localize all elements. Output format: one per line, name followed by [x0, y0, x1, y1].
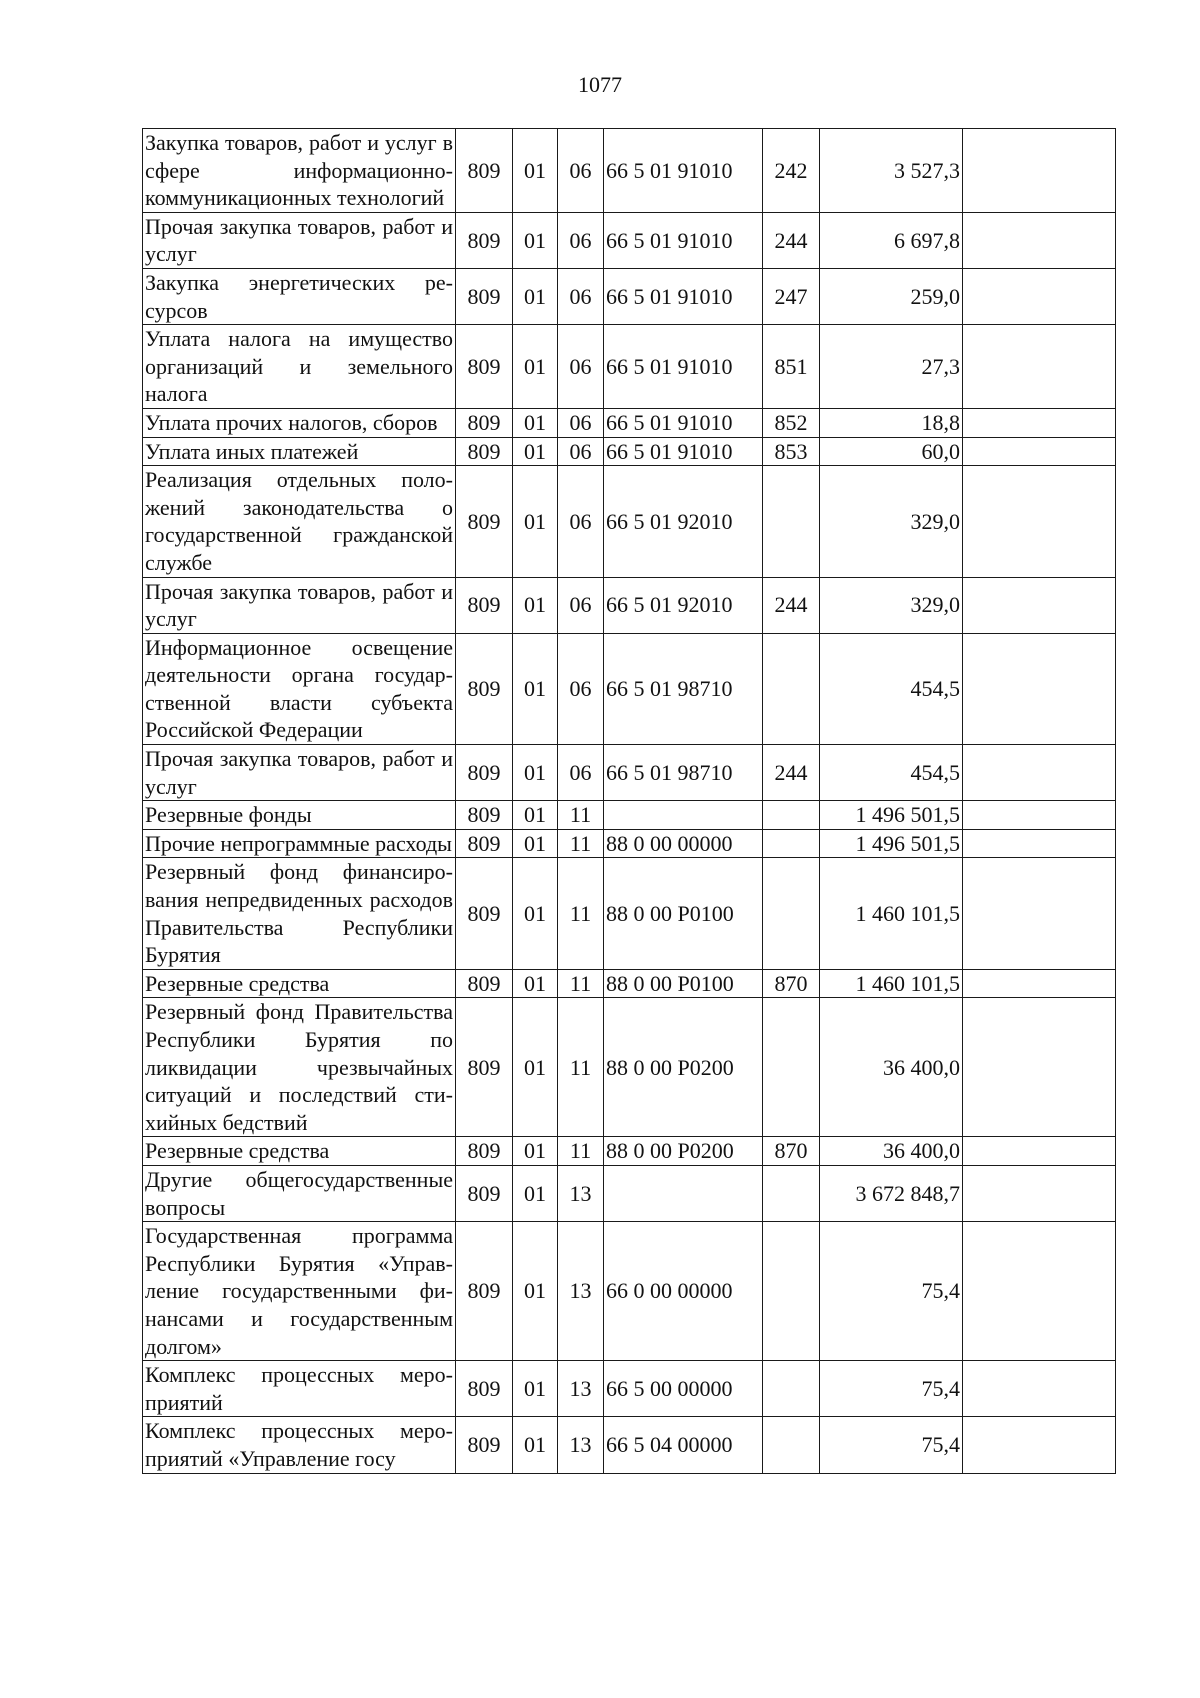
- section-code: 01: [513, 466, 558, 577]
- amount: 75,4: [820, 1361, 963, 1417]
- amount: 1 496 501,5: [820, 829, 963, 858]
- target-article-code: [604, 801, 763, 830]
- target-article-code: 66 5 00 00000: [604, 1361, 763, 1417]
- expense-type-code: 851: [763, 325, 820, 409]
- ved-code: 809: [456, 1417, 513, 1473]
- expense-type-code: 244: [763, 212, 820, 268]
- amount: 75,4: [820, 1222, 963, 1361]
- item-name: Резервный фонд Правительства Республики Бурятия по ликвидации чрезвычайных ситуаций и последствий стихийных бедствий: [143, 998, 456, 1137]
- table-row: [143, 1417, 1116, 1473]
- ved-code: 809: [456, 998, 513, 1137]
- table-row: [143, 1165, 1116, 1221]
- amount: 3 672 848,7: [820, 1165, 963, 1221]
- expense-type-code: 870: [763, 1137, 820, 1166]
- subsection-code: 13: [558, 1417, 604, 1473]
- subsection-code: 06: [558, 268, 604, 324]
- subsection-code: 06: [558, 408, 604, 437]
- empty-column-cell: [963, 577, 1116, 633]
- subsection-code: 06: [558, 437, 604, 466]
- amount: 75,4: [820, 1417, 963, 1473]
- table-row: [143, 408, 1116, 437]
- empty-column-cell: [963, 829, 1116, 858]
- amount: 329,0: [820, 466, 963, 577]
- table-row: [143, 1222, 1116, 1361]
- subsection-code: 06: [558, 577, 604, 633]
- target-article-code: 66 5 01 91010: [604, 129, 763, 213]
- target-article-code: 66 5 04 00000: [604, 1417, 763, 1473]
- subsection-code: 11: [558, 1137, 604, 1166]
- empty-column-cell: [963, 1137, 1116, 1166]
- table-row: [143, 466, 1116, 577]
- empty-column-cell: [963, 969, 1116, 998]
- target-article-code: 66 5 01 98710: [604, 745, 763, 801]
- section-code: 01: [513, 408, 558, 437]
- item-name: Прочая закупка товаров, работ и услуг: [143, 745, 456, 801]
- expense-type-code: [763, 801, 820, 830]
- expense-type-code: 247: [763, 268, 820, 324]
- target-article-code: 66 5 01 91010: [604, 268, 763, 324]
- table-row: [143, 577, 1116, 633]
- subsection-code: 06: [558, 325, 604, 409]
- subsection-code: 11: [558, 969, 604, 998]
- item-name: Прочая закупка товаров, работ и услуг: [143, 577, 456, 633]
- table-row: [143, 212, 1116, 268]
- amount: 1 460 101,5: [820, 858, 963, 969]
- expense-type-code: [763, 1165, 820, 1221]
- table-row: [143, 801, 1116, 830]
- amount: 259,0: [820, 268, 963, 324]
- page-number: 1077: [578, 72, 622, 97]
- section-code: 01: [513, 577, 558, 633]
- amount: 454,5: [820, 745, 963, 801]
- item-name: Комплекс процессных мероприятий «Управление госу: [143, 1417, 456, 1473]
- expense-type-code: [763, 1361, 820, 1417]
- item-name: Уплата налога на имущество организаций и земельного налога: [143, 325, 456, 409]
- section-code: 01: [513, 129, 558, 213]
- empty-column-cell: [963, 1361, 1116, 1417]
- empty-column-cell: [963, 998, 1116, 1137]
- ved-code: 809: [456, 268, 513, 324]
- empty-column-cell: [963, 408, 1116, 437]
- empty-column-cell: [963, 212, 1116, 268]
- target-article-code: 66 5 01 91010: [604, 408, 763, 437]
- expense-type-code: [763, 858, 820, 969]
- empty-column-cell: [963, 437, 1116, 466]
- amount: 6 697,8: [820, 212, 963, 268]
- empty-column-cell: [963, 1417, 1116, 1473]
- empty-column-cell: [963, 858, 1116, 969]
- item-name: Прочие непрограммные расходы: [143, 829, 456, 858]
- expense-type-code: [763, 1417, 820, 1473]
- subsection-code: 06: [558, 129, 604, 213]
- ved-code: 809: [456, 577, 513, 633]
- table-row: [143, 858, 1116, 969]
- target-article-code: 66 5 01 98710: [604, 633, 763, 744]
- expense-type-code: [763, 998, 820, 1137]
- ved-code: 809: [456, 1361, 513, 1417]
- empty-column-cell: [963, 1165, 1116, 1221]
- table-row: [143, 437, 1116, 466]
- expense-type-code: 870: [763, 969, 820, 998]
- item-name: Резервные фонды: [143, 801, 456, 830]
- expense-type-code: 244: [763, 745, 820, 801]
- section-code: 01: [513, 1417, 558, 1473]
- section-code: 01: [513, 829, 558, 858]
- ved-code: 809: [456, 633, 513, 744]
- section-code: 01: [513, 858, 558, 969]
- subsection-code: 06: [558, 466, 604, 577]
- table-body: [143, 129, 1116, 1474]
- amount: 3 527,3: [820, 129, 963, 213]
- empty-column-cell: [963, 801, 1116, 830]
- item-name: Уплата иных платежей: [143, 437, 456, 466]
- subsection-code: 11: [558, 829, 604, 858]
- target-article-code: 88 0 00 Р0200: [604, 998, 763, 1137]
- target-article-code: 88 0 00 Р0200: [604, 1137, 763, 1166]
- amount: 1 496 501,5: [820, 801, 963, 830]
- section-code: 01: [513, 745, 558, 801]
- empty-column-cell: [963, 268, 1116, 324]
- target-article-code: [604, 1165, 763, 1221]
- section-code: 01: [513, 1361, 558, 1417]
- target-article-code: 88 0 00 Р0100: [604, 858, 763, 969]
- table-row: [143, 633, 1116, 744]
- ved-code: 809: [456, 1222, 513, 1361]
- table-row: [143, 998, 1116, 1137]
- table-row: [143, 745, 1116, 801]
- item-name: Закупка энергетических ресурсов: [143, 268, 456, 324]
- expense-type-code: 853: [763, 437, 820, 466]
- subsection-code: 11: [558, 801, 604, 830]
- budget-table: [142, 128, 1116, 1474]
- target-article-code: 66 0 00 00000: [604, 1222, 763, 1361]
- item-name: Резервные средства: [143, 969, 456, 998]
- target-article-code: 66 5 01 92010: [604, 466, 763, 577]
- empty-column-cell: [963, 633, 1116, 744]
- section-code: 01: [513, 325, 558, 409]
- expense-type-code: 244: [763, 577, 820, 633]
- table-row: [143, 129, 1116, 213]
- table-row: [143, 969, 1116, 998]
- amount: 1 460 101,5: [820, 969, 963, 998]
- target-article-code: 66 5 01 91010: [604, 437, 763, 466]
- target-article-code: 66 5 01 91010: [604, 325, 763, 409]
- section-code: 01: [513, 268, 558, 324]
- section-code: 01: [513, 1137, 558, 1166]
- ved-code: 809: [456, 801, 513, 830]
- ved-code: 809: [456, 129, 513, 213]
- subsection-code: 13: [558, 1222, 604, 1361]
- ved-code: 809: [456, 325, 513, 409]
- ved-code: 809: [456, 745, 513, 801]
- amount: 36 400,0: [820, 1137, 963, 1166]
- ved-code: 809: [456, 1137, 513, 1166]
- expense-type-code: 852: [763, 408, 820, 437]
- table-row: [143, 1137, 1116, 1166]
- amount: 18,8: [820, 408, 963, 437]
- ved-code: 809: [456, 212, 513, 268]
- empty-column-cell: [963, 129, 1116, 213]
- section-code: 01: [513, 998, 558, 1137]
- amount: 36 400,0: [820, 998, 963, 1137]
- ved-code: 809: [456, 829, 513, 858]
- target-article-code: 88 0 00 00000: [604, 829, 763, 858]
- amount: 60,0: [820, 437, 963, 466]
- subsection-code: 06: [558, 745, 604, 801]
- table-row: [143, 1361, 1116, 1417]
- item-name: Уплата прочих налогов, сборов: [143, 408, 456, 437]
- empty-column-cell: [963, 1222, 1116, 1361]
- item-name: Комплекс процессных мероприятий: [143, 1361, 456, 1417]
- section-code: 01: [513, 801, 558, 830]
- subsection-code: 13: [558, 1165, 604, 1221]
- expense-type-code: [763, 466, 820, 577]
- table-row: [143, 829, 1116, 858]
- item-name: Резервный фонд финансирования непредвиденных расходов Правительства Республики Бурятия: [143, 858, 456, 969]
- target-article-code: 66 5 01 91010: [604, 212, 763, 268]
- subsection-code: 13: [558, 1361, 604, 1417]
- expense-type-code: [763, 633, 820, 744]
- ved-code: 809: [456, 1165, 513, 1221]
- subsection-code: 11: [558, 858, 604, 969]
- item-name: Резервные средства: [143, 1137, 456, 1166]
- section-code: 01: [513, 1165, 558, 1221]
- ved-code: 809: [456, 408, 513, 437]
- target-article-code: 66 5 01 92010: [604, 577, 763, 633]
- ved-code: 809: [456, 969, 513, 998]
- expense-type-code: 242: [763, 129, 820, 213]
- item-name: Другие общегосударственные вопросы: [143, 1165, 456, 1221]
- ved-code: 809: [456, 437, 513, 466]
- item-name: Прочая закупка товаров, работ и услуг: [143, 212, 456, 268]
- subsection-code: 06: [558, 633, 604, 744]
- section-code: 01: [513, 437, 558, 466]
- empty-column-cell: [963, 745, 1116, 801]
- amount: 454,5: [820, 633, 963, 744]
- expense-type-code: [763, 829, 820, 858]
- section-code: 01: [513, 969, 558, 998]
- section-code: 01: [513, 1222, 558, 1361]
- subsection-code: 06: [558, 212, 604, 268]
- empty-column-cell: [963, 325, 1116, 409]
- target-article-code: 88 0 00 Р0100: [604, 969, 763, 998]
- item-name: Информационное освещение деятельности органа государственной власти субъекта Российской Федерации: [143, 633, 456, 744]
- subsection-code: 11: [558, 998, 604, 1137]
- table-row: [143, 325, 1116, 409]
- expense-type-code: [763, 1222, 820, 1361]
- item-name: Закупка товаров, работ и услуг в сфере информационно-коммуникационных технологий: [143, 129, 456, 213]
- ved-code: 809: [456, 858, 513, 969]
- amount: 329,0: [820, 577, 963, 633]
- table-row: [143, 268, 1116, 324]
- item-name: Реализация отдельных положений законодательства о государственной гражданской службе: [143, 466, 456, 577]
- ved-code: 809: [456, 466, 513, 577]
- empty-column-cell: [963, 466, 1116, 577]
- section-code: 01: [513, 212, 558, 268]
- section-code: 01: [513, 633, 558, 744]
- amount: 27,3: [820, 325, 963, 409]
- item-name: Государственная программа Республики Бурятия «Управление государственными финансами и государственным долгом»: [143, 1222, 456, 1361]
